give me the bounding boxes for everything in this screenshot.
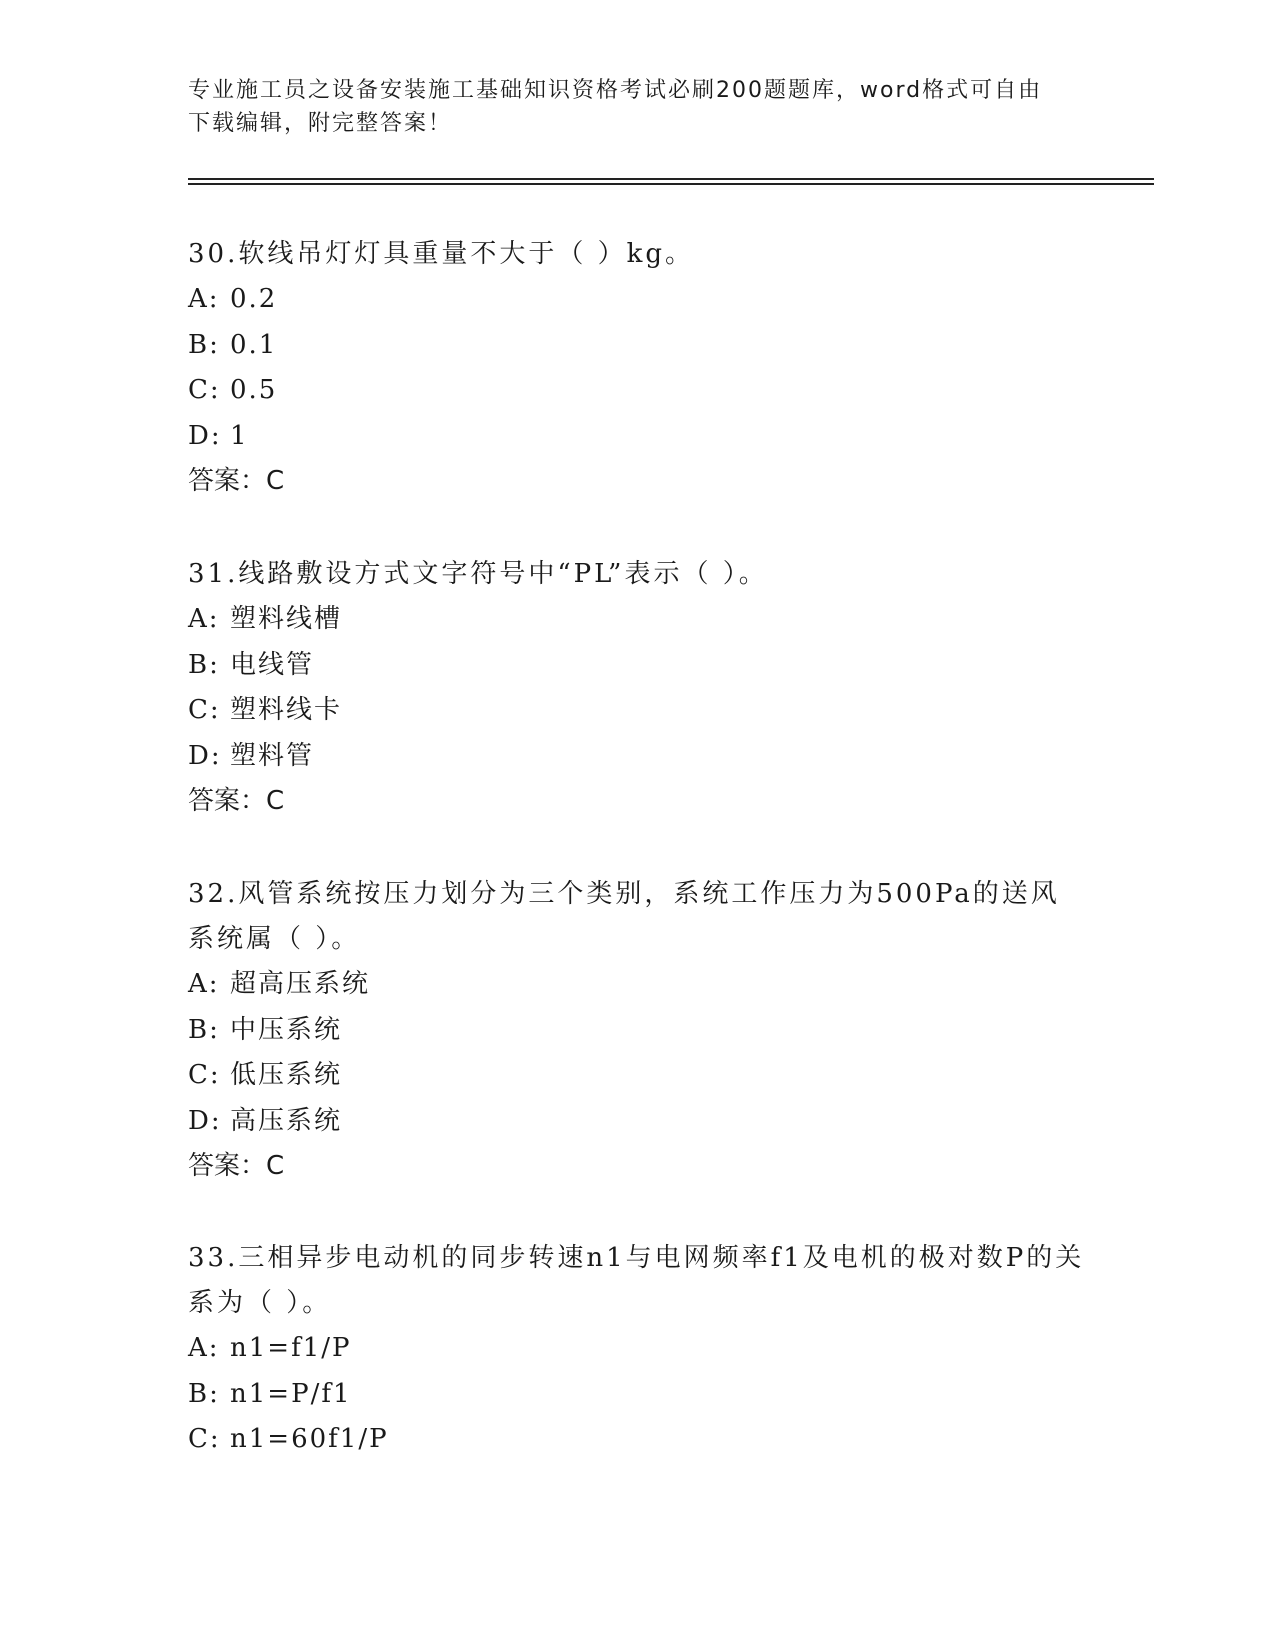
header-divider-bottom (188, 183, 1154, 185)
option-text: 塑料线卡 (230, 695, 343, 725)
header-divider-top (188, 178, 1154, 180)
option-a (188, 962, 1088, 1008)
option-a (188, 597, 1088, 643)
option-c (188, 1053, 1088, 1099)
option-c (188, 1417, 1088, 1463)
question-33 (188, 1236, 1088, 1463)
header-line-1: 专业施工员之设备安装施工基础知识资格考试必刷200题题库，word格式可自由 (188, 78, 1043, 103)
option-text: n1=f1/P (230, 1333, 352, 1363)
option-text: 0.5 (230, 375, 278, 405)
question-31 (188, 552, 1088, 824)
option-letter: B: (188, 329, 220, 360)
option-letter: B: (188, 1014, 220, 1045)
option-text: 中压系统 (230, 1014, 343, 1045)
option-d (188, 1099, 1088, 1145)
option-letter: C: (188, 1060, 221, 1090)
option-letter: A: (188, 604, 220, 634)
option-letter: D: (188, 740, 222, 771)
document-header (188, 74, 1068, 140)
option-text: 0.1 (230, 329, 278, 360)
option-letter: A: (188, 969, 220, 999)
option-letter: B: (188, 1378, 220, 1409)
answer: 答案：C (188, 786, 285, 816)
option-text: 超高压系统 (230, 969, 371, 999)
option-text: 0.2 (230, 284, 278, 314)
option-letter: C: (188, 1424, 221, 1454)
option-letter: D: (188, 420, 222, 451)
option-b (188, 1008, 1088, 1054)
option-b (188, 1372, 1088, 1418)
question-32 (188, 872, 1088, 1189)
option-letter: A: (188, 284, 220, 314)
option-letter: C: (188, 375, 221, 405)
option-b (188, 323, 1088, 369)
question-text: 31.线路敷设方式文字符号中“PL”表示（ ）。 (188, 559, 768, 589)
answer: 答案：C (188, 1151, 285, 1181)
question-text: 32.风管系统按压力划分为三个类别，系统工作压力为500Pa的送风系统属（ ）。 (188, 879, 1060, 954)
option-letter: B: (188, 649, 220, 680)
option-a (188, 277, 1088, 323)
header-line-2: 下载编辑，附完整答案！ (188, 111, 453, 136)
option-text: n1=60f1/P (230, 1424, 389, 1454)
question-30 (188, 232, 1088, 504)
option-letter: D: (188, 1105, 222, 1136)
option-text: n1=P/f1 (230, 1378, 352, 1409)
option-text: 塑料线槽 (230, 604, 343, 634)
answer: 答案：C (188, 466, 285, 496)
option-d (188, 414, 1088, 460)
option-letter: C: (188, 695, 221, 725)
option-c (188, 688, 1088, 734)
option-letter: A: (188, 1333, 220, 1363)
option-text: 低压系统 (230, 1060, 343, 1090)
question-text: 33.三相异步电动机的同步转速n1与电网频率f1及电机的极对数P的关系为（ ）。 (188, 1243, 1085, 1318)
option-d (188, 734, 1088, 780)
option-a (188, 1326, 1088, 1372)
option-text: 电线管 (230, 649, 315, 680)
option-text: 高压系统 (230, 1105, 343, 1136)
option-text: 塑料管 (230, 740, 315, 771)
question-text: 30.软线吊灯灯具重量不大于（ ）kg。 (188, 239, 695, 269)
option-text: 1 (230, 420, 249, 451)
option-b (188, 643, 1088, 689)
option-c (188, 368, 1088, 414)
